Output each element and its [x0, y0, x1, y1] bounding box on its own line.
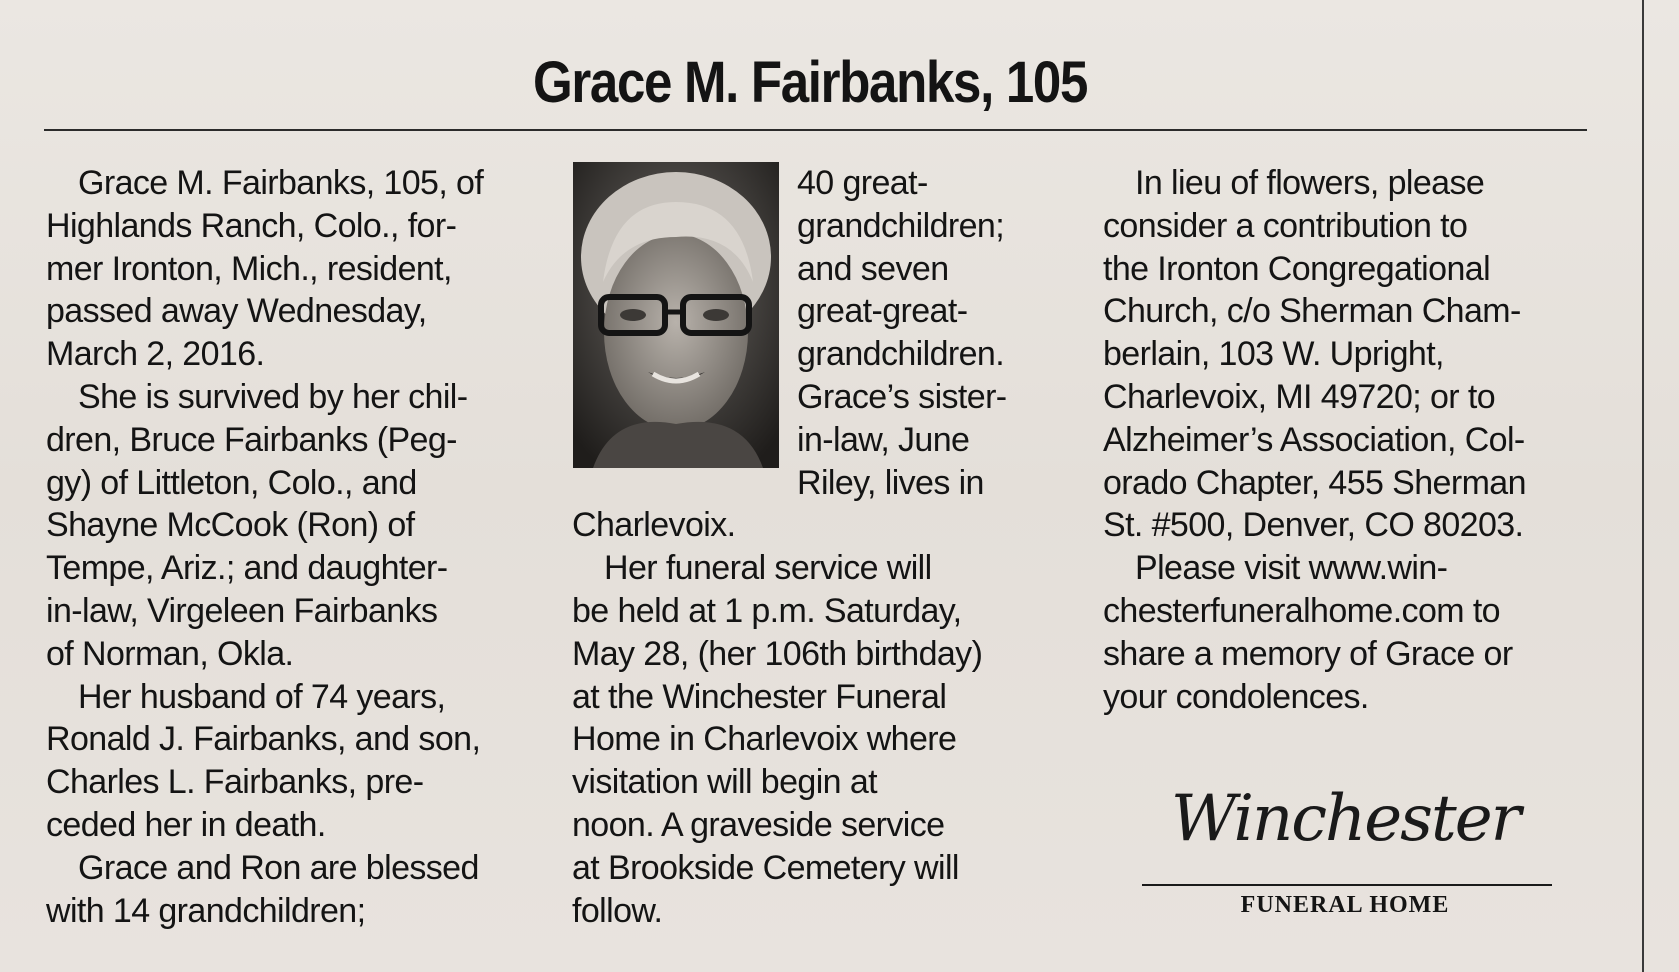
- text-line: follow.: [572, 891, 663, 930]
- text-line: chesterfuneralhome.com to: [1103, 591, 1500, 630]
- logo-wordmark: Winchester: [1170, 782, 1520, 856]
- text-line: Ronald J. Fairbanks, and son,: [46, 720, 481, 759]
- text-line: Charlevoix, MI 49720; or to: [1103, 377, 1495, 416]
- text-line: Tempe, Ariz.; and daughter-: [46, 549, 448, 588]
- text-line: St. #500, Denver, CO 80203.: [1103, 506, 1524, 545]
- text-line: orado Chapter, 455 Sherman: [1103, 463, 1526, 502]
- text-line: consider a contribution to: [1103, 206, 1468, 245]
- text-line: She is survived by her chil-: [78, 377, 468, 416]
- text-line: Charlevoix.: [572, 506, 736, 545]
- text-line: Grace M. Fairbanks, 105, of: [78, 164, 484, 202]
- text-line: Her husband of 74 years,: [78, 677, 446, 716]
- text-line: gy) of Littleton, Colo., and: [46, 463, 417, 502]
- text-line: of Norman, Okla.: [46, 634, 294, 673]
- text-line: great-great-: [797, 292, 968, 331]
- text-line: and seven: [797, 249, 949, 288]
- text-line: Please visit www.win-: [1135, 549, 1448, 588]
- text-line: March 2, 2016.: [46, 335, 265, 374]
- text-line: the Ironton Congregational: [1103, 249, 1491, 288]
- text-line: Highlands Ranch, Colo., for-: [46, 206, 457, 245]
- text-line: Her funeral service will: [604, 549, 932, 588]
- text-line: Home in Charlevoix where: [572, 720, 957, 759]
- text-line: Grace’s sister-: [797, 377, 1007, 416]
- text-line: Church, c/o Sherman Cham-: [1103, 292, 1521, 331]
- text-line: Charles L. Fairbanks, pre-: [46, 763, 424, 802]
- text-line: in-law, June: [797, 420, 970, 459]
- text-column-3: [1103, 162, 1613, 718]
- text-line: berlain, 103 W. Upright,: [1103, 335, 1444, 374]
- logo-underline: [1142, 884, 1552, 886]
- text-line: May 28, (her 106th birthday): [572, 634, 983, 673]
- text-line: grandchildren;: [797, 206, 1005, 245]
- headline-rule: [44, 129, 1587, 131]
- text-line: mer Ironton, Mich., resident,: [46, 249, 452, 288]
- text-line: share a memory of Grace or: [1103, 634, 1513, 673]
- text-column-1: [46, 162, 536, 932]
- logo-subtitle: FUNERAL HOME: [1240, 892, 1450, 918]
- text-line: In lieu of flowers, please: [1135, 164, 1485, 202]
- funeral-home-logo: [1130, 782, 1560, 922]
- text-line: in-law, Virgeleen Fairbanks: [46, 591, 438, 630]
- column-divider: [1642, 0, 1644, 972]
- text-line: Shayne McCook (Ron) of: [46, 506, 415, 545]
- page-title: Grace M. Fairbanks, 105: [532, 50, 1088, 115]
- text-line: Alzheimer’s Association, Col-: [1103, 420, 1525, 459]
- text-line: at the Winchester Funeral: [572, 677, 947, 716]
- text-line: your condolences.: [1103, 677, 1369, 716]
- text-line: ceded her in death.: [46, 805, 326, 844]
- text-line: grandchildren.: [797, 335, 1005, 374]
- text-line: at Brookside Cemetery will: [572, 848, 959, 887]
- text-line: dren, Bruce Fairbanks (Peg-: [46, 420, 457, 459]
- text-line: be held at 1 p.m. Saturday,: [572, 591, 962, 630]
- text-line: 40 great-: [797, 164, 928, 202]
- text-column-2: [572, 162, 1062, 932]
- text-line: Grace and Ron are blessed: [78, 848, 479, 887]
- text-line: Riley, lives in: [797, 463, 984, 502]
- text-line: passed away Wednesday,: [46, 292, 427, 331]
- text-line: visitation will begin at: [572, 763, 877, 802]
- text-line: with 14 grandchildren;: [46, 891, 366, 930]
- text-line: noon. A graveside service: [572, 805, 945, 844]
